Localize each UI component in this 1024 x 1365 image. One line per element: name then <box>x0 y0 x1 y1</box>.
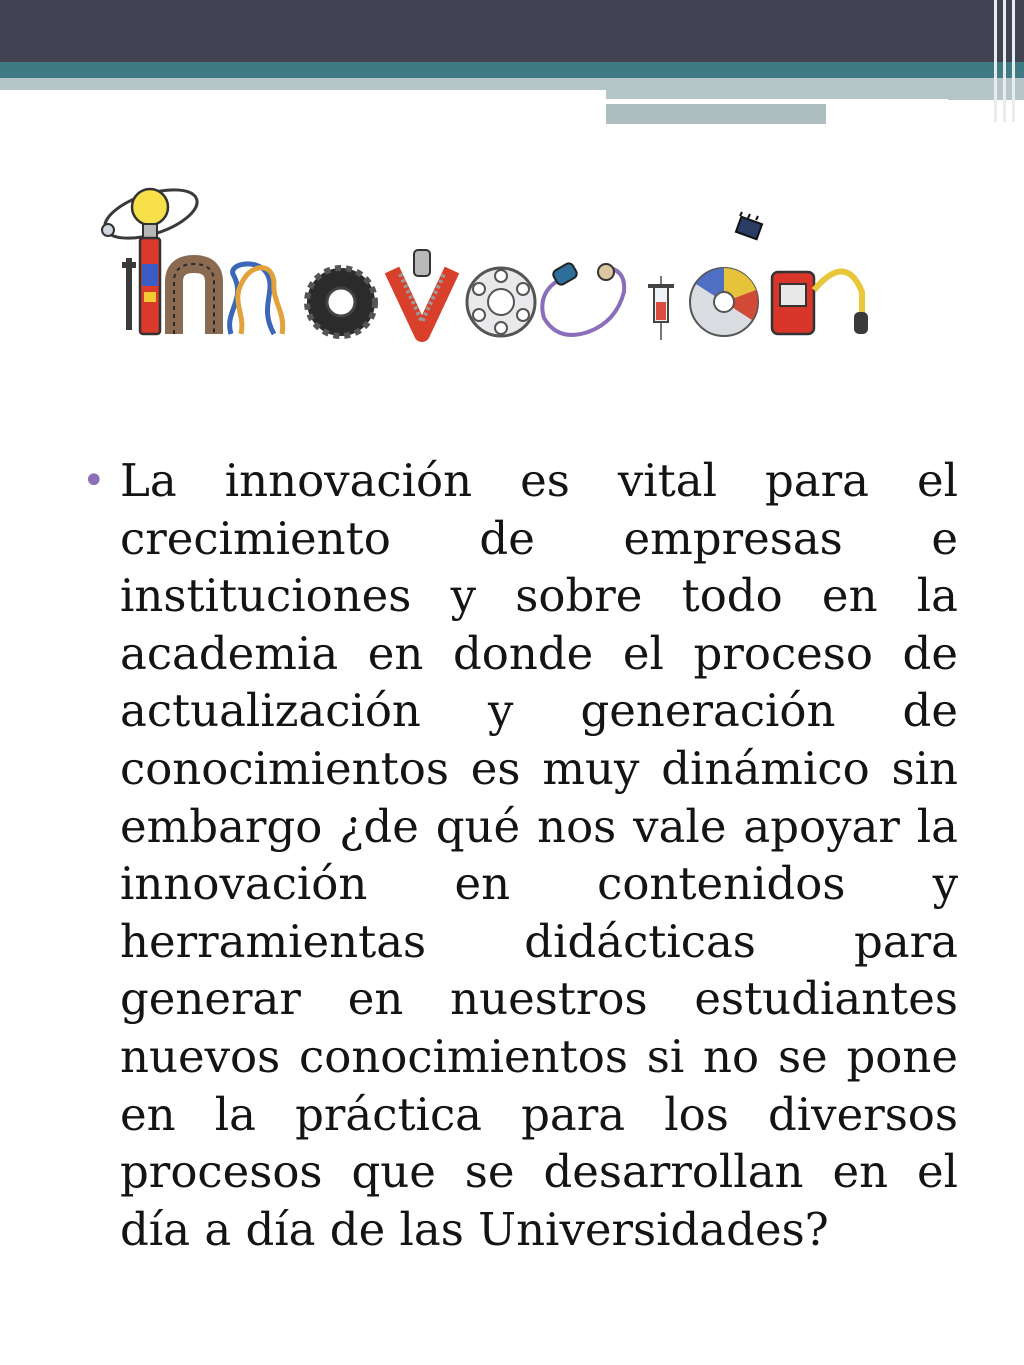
bullet-marker: • <box>82 458 106 504</box>
header-gray-bar-left <box>0 78 606 90</box>
header-edge-line-2 <box>1003 0 1006 122</box>
accent-microchip <box>736 212 762 239</box>
letter-o-dial <box>467 268 535 336</box>
letter-n-film <box>174 264 214 334</box>
letter-o-tire <box>307 268 375 336</box>
letter-n-dna <box>230 264 283 334</box>
innovacion-wordart <box>96 172 870 350</box>
header-teal-bar <box>0 62 1024 78</box>
body-paragraph: La innovación es vital para el crecimiento de empresas e instituciones y sobre todo en la academia en donde el proceso de actualización y generación de conocimientos es muy dinámico sin embargo ¿de qué nos vale apoyar la innovación en contenidos y herramientas didácticas para generar en nuestros estudiantes nuevos conocimientos si no se pone en la práctica para los diversos procesos que se desarrollan en el día a día de las Universidades? <box>120 454 958 1256</box>
letter-v-zipper <box>392 250 452 334</box>
header-edge-line-3 <box>1012 0 1015 122</box>
header-edge-line-1 <box>994 0 997 122</box>
wordart-graphic <box>96 172 870 350</box>
bullet-list <box>82 452 958 1258</box>
letter-n-walkman <box>772 271 868 334</box>
header-gray-bar-right <box>606 78 1024 100</box>
header-gray-bar-lower <box>606 104 826 124</box>
letter-i-syringe <box>648 276 674 340</box>
letter-o-cd <box>690 268 758 336</box>
letter-c-phone-cord <box>542 262 624 335</box>
header-dark-bar <box>0 0 1024 62</box>
